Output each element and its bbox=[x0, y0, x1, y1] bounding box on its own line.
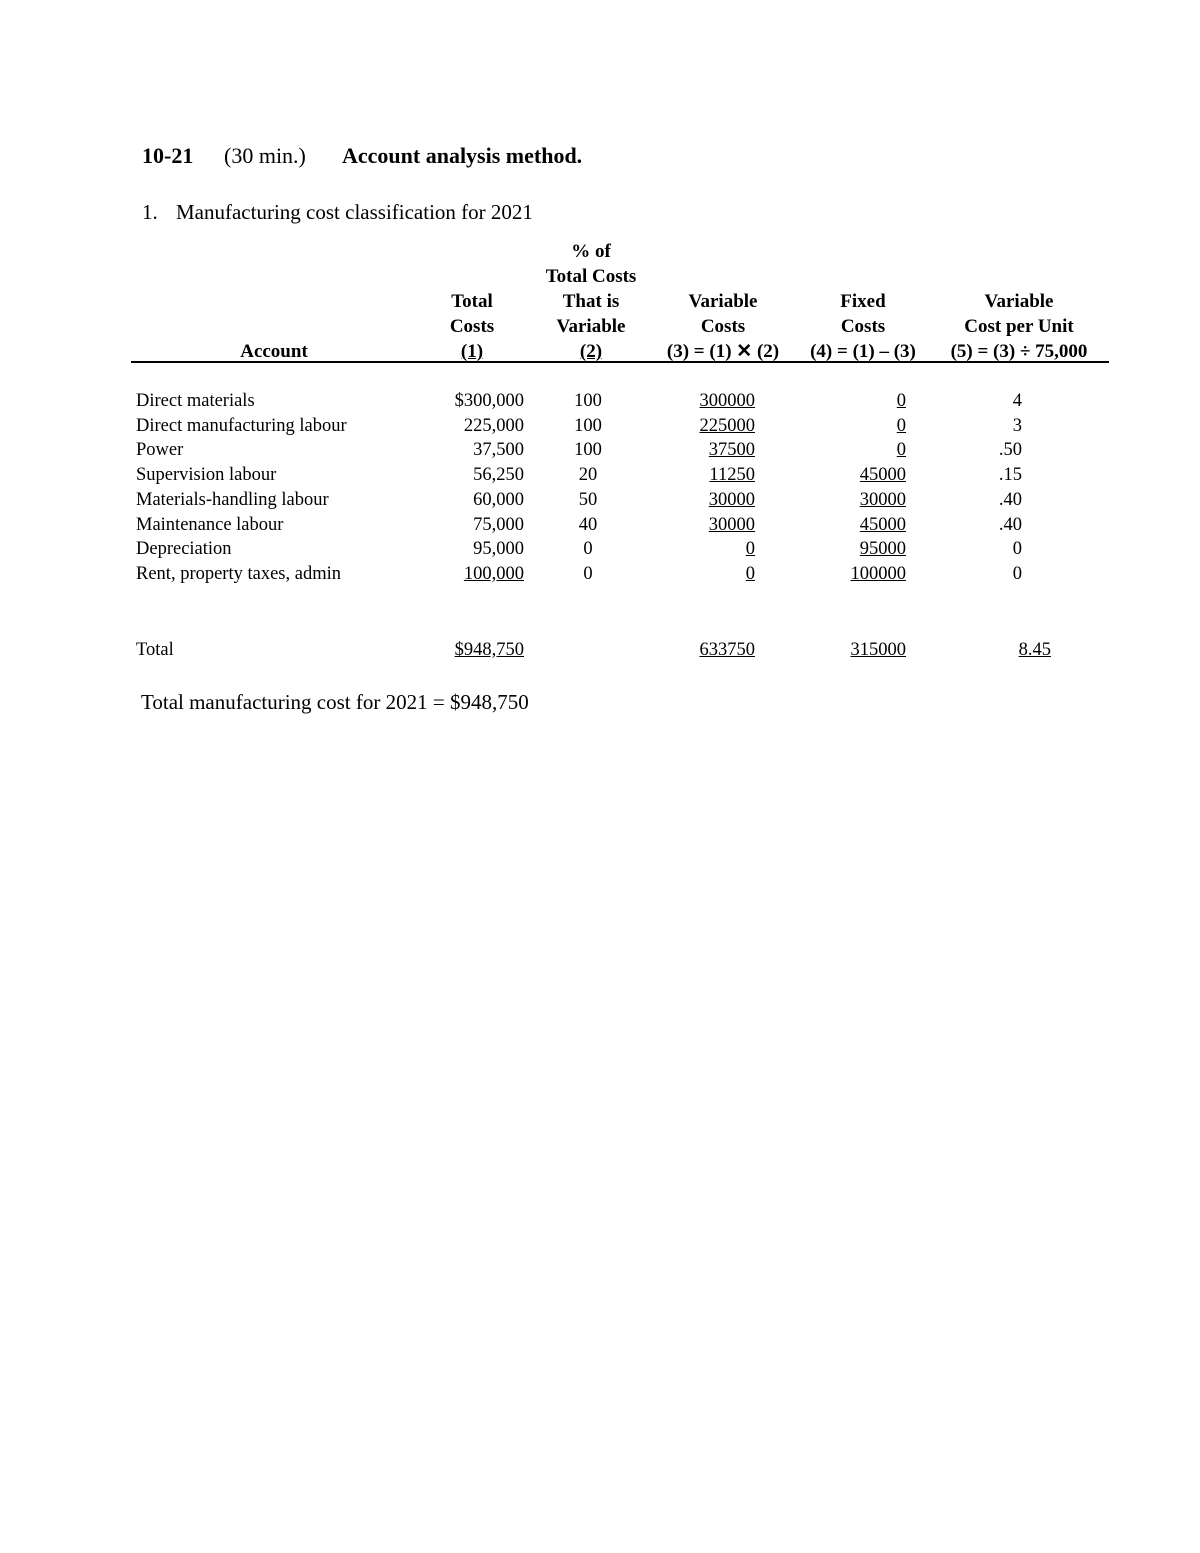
cell-variable: 11250 bbox=[709, 465, 755, 486]
cell-fixed: 100000 bbox=[850, 563, 906, 584]
header-pct-line: Variable bbox=[556, 316, 626, 337]
part-number: 1. bbox=[142, 200, 158, 224]
cell-total: 95,000 bbox=[473, 539, 524, 560]
header-variable-line: (3) = (1) ✕ (2) bbox=[666, 341, 780, 362]
cell-total: 100,000 bbox=[463, 563, 524, 584]
header-fixed-line: (4) = (1) – (3) bbox=[810, 341, 916, 362]
cell-total: 37,500 bbox=[473, 440, 524, 461]
problem-time: (30 min.) bbox=[224, 143, 306, 168]
header-variable-line: Variable bbox=[688, 291, 758, 312]
cell-per-unit: .40 bbox=[998, 489, 1022, 510]
header-pct-line: (2) bbox=[579, 341, 603, 362]
total-label: Total bbox=[136, 640, 174, 660]
cell-total: 75,000 bbox=[473, 514, 524, 535]
header-fixed-line: Fixed bbox=[840, 291, 886, 312]
header-account: Account bbox=[240, 341, 308, 362]
cell-fixed: 95000 bbox=[859, 539, 906, 560]
problem-title: Account analysis method. bbox=[342, 143, 583, 168]
cell-fixed: 45000 bbox=[859, 514, 906, 535]
cell-fixed: 0 bbox=[896, 440, 906, 461]
cell-fixed: 30000 bbox=[859, 489, 906, 510]
cell-total: 60,000 bbox=[473, 489, 524, 510]
cell-variable: 37500 bbox=[708, 440, 755, 461]
cell-account: Supervision labour bbox=[136, 465, 277, 486]
cell-total: 225,000 bbox=[463, 415, 524, 436]
cell-variable: 30000 bbox=[708, 489, 755, 510]
header-total bbox=[412, 289, 532, 364]
total-variable: 633750 bbox=[699, 640, 755, 660]
total-fixed: 315000 bbox=[850, 640, 906, 660]
cell-pct: 40 bbox=[578, 514, 598, 535]
cell-pct: 0 bbox=[583, 539, 593, 560]
header-total-line: Costs bbox=[449, 316, 495, 337]
header-variable bbox=[653, 289, 793, 364]
header-pct-line: That is bbox=[562, 291, 620, 312]
cell-total: 56,250 bbox=[473, 465, 524, 486]
problem-number: 10-21 bbox=[142, 143, 194, 168]
cell-account: Rent, property taxes, admin bbox=[136, 563, 341, 584]
header-per-unit-line: (5) = (3) ÷ 75,000 bbox=[950, 341, 1088, 362]
cell-variable: 225000 bbox=[699, 415, 755, 436]
cell-variable: 0 bbox=[745, 539, 755, 560]
total-costs: $948,750 bbox=[454, 640, 524, 660]
header-total-line: (1) bbox=[460, 341, 484, 362]
header-pct-line: Total Costs bbox=[545, 266, 637, 287]
cell-account: Maintenance labour bbox=[136, 514, 284, 535]
cell-account: Direct materials bbox=[136, 391, 255, 411]
cell-fixed: 0 bbox=[896, 391, 906, 411]
cell-variable: 30000 bbox=[708, 514, 755, 535]
cell-account: Materials-handling labour bbox=[136, 489, 329, 510]
part-heading bbox=[142, 200, 533, 225]
cell-pct: 20 bbox=[578, 465, 598, 486]
cell-per-unit: .40 bbox=[998, 514, 1022, 535]
summary-line: Total manufacturing cost for 2021 = $948,750 bbox=[141, 690, 529, 714]
cell-per-unit: 0 bbox=[1012, 539, 1022, 560]
cell-per-unit: .15 bbox=[998, 465, 1022, 486]
header-rule bbox=[131, 361, 1109, 363]
cell-account: Direct manufacturing labour bbox=[136, 415, 347, 436]
cell-per-unit: 3 bbox=[1012, 415, 1022, 436]
header-variable-line: Costs bbox=[700, 316, 746, 337]
cell-variable: 300000 bbox=[699, 391, 755, 411]
header-fixed-line: Costs bbox=[840, 316, 886, 337]
cell-total: $300,000 bbox=[454, 391, 524, 411]
header-fixed bbox=[793, 289, 933, 364]
header-per-unit bbox=[934, 289, 1104, 364]
cell-per-unit: 0 bbox=[1012, 563, 1022, 584]
cell-pct: 100 bbox=[574, 415, 602, 436]
header-pct-line: % of bbox=[571, 241, 611, 262]
cell-variable: 0 bbox=[745, 563, 755, 584]
cell-account: Depreciation bbox=[136, 539, 232, 560]
cell-per-unit: 4 bbox=[1012, 391, 1022, 411]
header-per-unit-line: Variable bbox=[984, 291, 1054, 312]
total-per-unit: 8.45 bbox=[1018, 640, 1051, 660]
cell-fixed: 0 bbox=[896, 415, 906, 436]
cell-pct: 50 bbox=[578, 489, 598, 510]
cell-pct: 100 bbox=[574, 391, 602, 411]
cell-per-unit: .50 bbox=[998, 440, 1022, 461]
cell-fixed: 45000 bbox=[859, 465, 906, 486]
problem-heading bbox=[0, 143, 1200, 173]
cell-pct: 100 bbox=[574, 440, 602, 461]
part-label: Manufacturing cost classification for 2021 bbox=[176, 200, 533, 224]
header-total-line: Total bbox=[451, 291, 493, 312]
header-per-unit-line: Cost per Unit bbox=[964, 316, 1074, 337]
cell-pct: 0 bbox=[583, 563, 593, 584]
header-pct bbox=[521, 239, 661, 364]
cell-account: Power bbox=[136, 440, 184, 461]
